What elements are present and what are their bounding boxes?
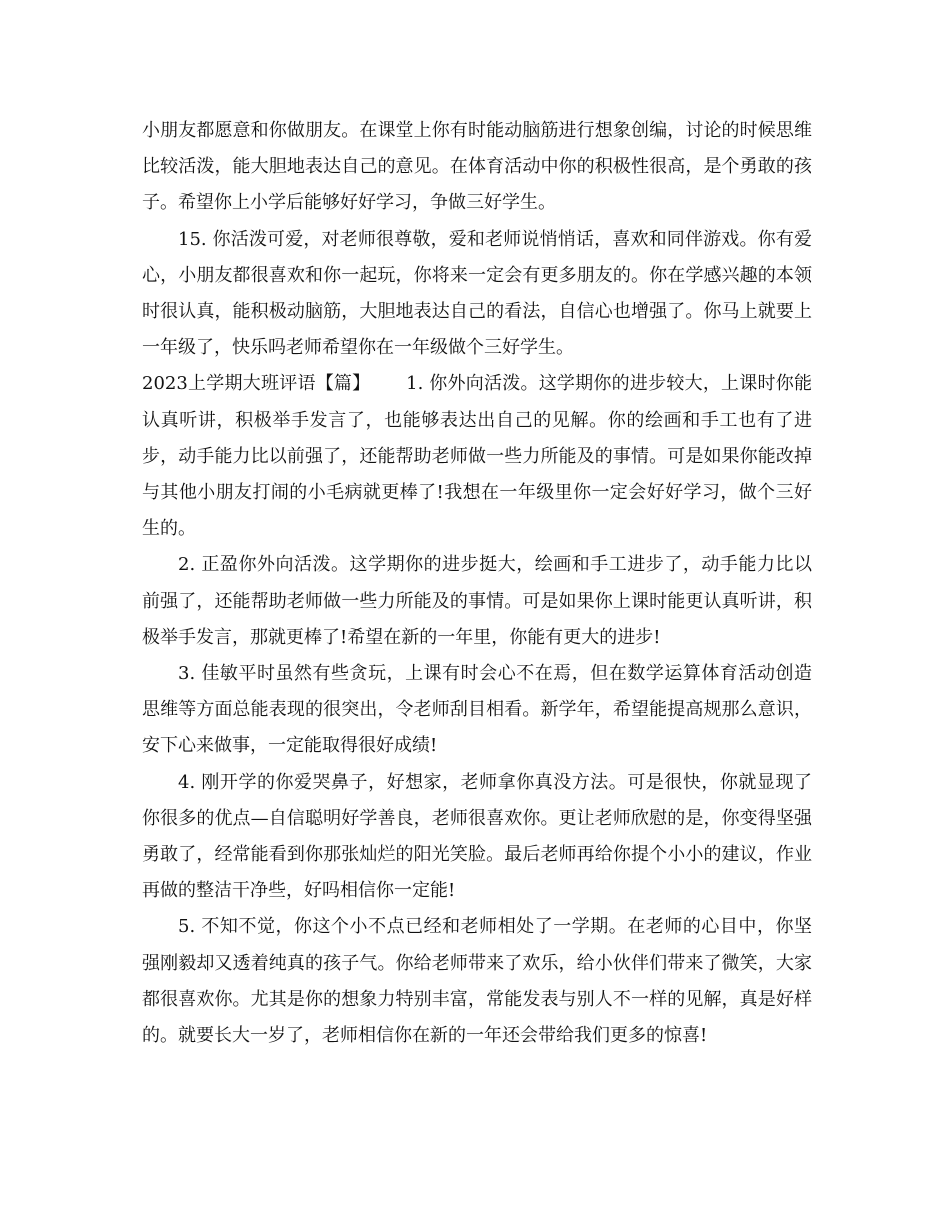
paragraph-section-heading-comment-1 [142, 366, 812, 547]
document-body [142, 113, 812, 1054]
paragraph-comment-4 [142, 765, 812, 910]
paragraph-text: 1. 你外向活泼。这学期你的进步较大，上课时你能认真听讲，积极举手发言了，也能够表达出自己的见解。你的绘画和手工也有了进步，动手能力比以前强了，还能帮助老师做一些力所能及的事情。可是如果你能改掉与其他小朋友打闹的小毛病就更棒了!我想在一年级里你一定会好好学习，做个三好生的。 [142, 373, 812, 540]
paragraph-intro-continuation [142, 113, 812, 222]
paragraph-text: 3. 佳敏平时虽然有些贪玩，上课有时会心不在焉，但在数学运算体育活动创造思维等方面总能表现的很突出，令老师刮目相看。新学年，希望能提高规那么意识，安下心来做事，一定能取得很好成绩! [142, 663, 812, 757]
paragraph-comment-3 [142, 656, 812, 765]
paragraph-text: 4. 刚开学的你爱哭鼻子，好想家，老师拿你真没方法。可是很快，你就显现了你很多的优点—自信聪明好学善良，老师很喜欢你。更让老师欣慰的是，你变得坚强勇敢了，经常能看到你那张灿烂的阳光笑脸。最后老师再给你提个小小的建议，作业再做的整洁干净些，好吗相信你一定能! [142, 771, 812, 902]
paragraph-text: 5. 不知不觉，你这个小不点已经和老师相处了一学期。在老师的心目中，你坚强刚毅却又透着纯真的孩子气。你给老师带来了欢乐，给小伙伴们带来了微笑，大家都很喜欢你。尤其是你的想象力特别丰富，常能发表与别人不一样的见解，真是好样的。就要长大一岁了，老师相信你在新的一年还会带给我们更多的惊喜! [142, 916, 812, 1047]
paragraph-comment-15 [142, 222, 812, 367]
section-heading: 2023上学期大班评语【篇】 [142, 373, 371, 395]
paragraph-comment-5 [142, 909, 812, 1054]
paragraph-text: 小朋友都愿意和你做朋友。在课堂上你有时能动脑筋进行想象创编，讨论的时候思维比较活泼，能大胆地表达自己的意见。在体育活动中你的积极性很高，是个勇敢的孩子。希望你上小学后能够好好学习，争做三好学生。 [142, 120, 812, 214]
paragraph-text: 2. 正盈你外向活泼。这学期你的进步挺大，绘画和手工进步了，动手能力比以前强了，还能帮助老师做一些力所能及的事情。可是如果你上课时能更认真听讲，积极举手发言，那就更棒了!希望在新的一年里，你能有更大的进步! [142, 554, 812, 648]
paragraph-text: 15. 你活泼可爱，对老师很尊敬，爱和老师说悄悄话，喜欢和同伴游戏。你有爱心，小朋友都很喜欢和你一起玩，你将来一定会有更多朋友的。你在学感兴趣的本领时很认真，能积极动脑筋，大胆地表达自己的看法，自信心也增强了。你马上就要上一年级了，快乐吗老师希望你在一年级做个三好学生。 [142, 228, 812, 359]
paragraph-comment-2 [142, 547, 812, 656]
heading-gap [370, 373, 406, 394]
